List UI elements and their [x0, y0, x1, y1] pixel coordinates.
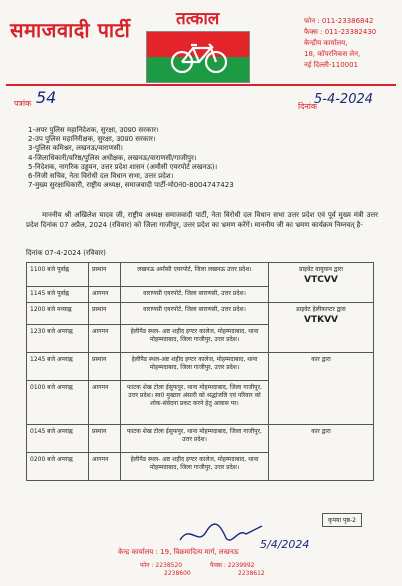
time-cell: 1145 बजे पूर्वाह्न	[27, 287, 89, 303]
footer-fax-label: फैक्स :	[210, 562, 226, 569]
table-row	[27, 353, 374, 381]
contact-block	[304, 16, 390, 71]
recipient-item: 5-निदेशक, नागरिक उड्डयन, उत्तर प्रदेश शासन (अमौसी एयरपोर्ट लखनऊ)।	[28, 162, 218, 171]
mode-cell	[269, 353, 374, 425]
letter-body: माननीय श्री अखिलेश यादव जी, राष्ट्रीय अध्यक्ष समाजवादी पार्टी, नेता विरोधी दल विधान सभा उत्तर प्रदेश एवं पूर्व मुख्य मंत्री उत्तर प्रदेश दिनांक 07 अप्रैल, 2024 (रविवार) को जिला गाजीपुर, उत्तर प्रदेश का भ्रमण करेंगें। माननीय जी का भ्रमण कार्यक्रम निम्नवत् है-	[26, 211, 378, 229]
recipient-item: 2-उप पुलिस महानिरीक्षक, सुरक्षा, उ0प्र0 सरकार।	[28, 135, 156, 144]
ref-label: पत्रांक	[14, 99, 32, 108]
mode-cell	[269, 425, 374, 481]
place-cell: वाराणसी एयरपोर्ट, जिला वाराणसी, उत्तर प्रदेश।	[121, 303, 269, 325]
footer-phone-label: फोन :	[140, 562, 154, 569]
action-cell: आगमन	[89, 381, 121, 425]
schedule-table	[26, 262, 374, 481]
signature	[176, 520, 266, 548]
mode-text: प्राइवेट हेलीकाप्टर द्वारा	[296, 306, 346, 313]
urgent-label: तत्काल	[176, 9, 220, 29]
contact-fax: फैक्स : 011-23382430	[304, 28, 377, 36]
place-cell: हेलीपैड स्थल-अष्ट शहीद इण्टर कालेज, मोहम्मदाबाद, थाना मोहम्मदाबाद, जिला गाजीपुर, उत्तर प्रदेश।	[121, 353, 269, 381]
program-date: दिनांक 07-4-2024 (रविवार)	[26, 249, 106, 257]
place-cell: हेलीपैड स्थल- अष्ट शहीद इण्टर कालेज, मोहम्मदाबाद, थाना मोहम्मदाबाद, जिला गाजीपुर, उत्तर प्रदेश।	[121, 453, 269, 481]
action-cell: आगमन	[89, 325, 121, 353]
signature-date: 5/4/2024	[260, 538, 310, 551]
place-cell: फाटक शेख टोला ईसुफपुर, थाना मोहम्मदाबाद, जिला गाजीपुर, उत्तर प्रदेश।	[121, 425, 269, 453]
party-name: समाजवादी पार्टी	[10, 18, 131, 42]
date-label: दिनांक	[298, 102, 317, 111]
time-cell: 0100 बजे अपराह्न	[27, 381, 89, 425]
footer-phone-1: 2238520	[155, 562, 183, 569]
recipient-list	[28, 126, 368, 190]
page-turn-note: कृपया पृष्ठ-2	[322, 513, 362, 527]
contact-phone: फोन : 011-23386842	[304, 17, 374, 25]
recipient-item: 6-निजी सचिव, नेता विरोधी दल विधान सभा, उत्तर प्रदेश।	[28, 172, 174, 181]
mode-text: कार द्वारा	[311, 428, 331, 435]
party-flag-logo	[146, 31, 250, 83]
place-cell: वाराणसी एयरपोर्ट, जिला वाराणसी, उत्तर प्रदेश।	[121, 287, 269, 303]
footer-phones	[140, 562, 191, 578]
action-cell: प्रस्थान	[89, 425, 121, 453]
time-cell: 0145 बजे अपराह्न	[27, 425, 89, 453]
bicycle-icon	[169, 40, 229, 76]
mode-code: VTCVV	[304, 275, 338, 285]
table-row	[27, 263, 374, 287]
action-cell: आगमन	[89, 453, 121, 481]
letter-date: 5-4-2024	[314, 92, 374, 107]
footer-phone-2: 2238600	[164, 570, 191, 577]
footer-address: केन्द्र कार्यालय : 19, विक्रमादित्य मार्ग, लखनऊ	[118, 548, 239, 556]
time-cell: 1200 बजे मध्याह्न	[27, 303, 89, 325]
recipient-item: 7-मुख्य सुरक्षाधिकारी, राष्ट्रीय अध्यक्ष, समाजवादी पार्टी-मो0नं0-8004747423	[28, 181, 234, 190]
recipient-item: 4-जिलाधिकारी/वरिष्ठ/पुलिस अधीक्षक, लखनऊ/वाराणसी/गाजीपुर।	[28, 153, 197, 162]
action-cell: प्रस्थान	[89, 263, 121, 287]
mode-text: प्राइवेट वायुयान द्वारा	[299, 266, 343, 273]
place-cell: फाटक शेख टोला ईसुफपुर, थाना मोहम्मदाबाद, जिला गाजीपुर, उत्तर प्रदेश। स्व0 मुख्तार अंसारी को श्रद्धांजलि एवं परिवार को शोक-संवेदना प्रकट करने हेतु आवास पर।	[121, 381, 269, 425]
action-cell: आगमन	[89, 287, 121, 303]
place-cell: लखनऊ अमौसी एयरपोर्ट, जिला लखनऊ उत्तर प्रदेश।	[121, 263, 269, 287]
footer-fax	[210, 562, 265, 578]
footer-fax-1: 2239992	[227, 562, 255, 569]
recipient-item: 3-पुलिस कमिश्नर, लखनऊ/वाराणसी।	[28, 144, 123, 153]
mode-text: कार द्वारा	[311, 356, 331, 363]
table-row	[27, 303, 374, 325]
footer-fax-2: 2238612	[238, 570, 265, 577]
table-row	[27, 425, 374, 453]
office-line-2: 18, कॉपरनिकस लेन,	[304, 50, 361, 58]
office-line-3: नई दिल्ली-110001	[304, 61, 359, 69]
ref-number: 54	[36, 88, 57, 107]
action-cell: प्रस्थान	[89, 303, 121, 325]
header-rule	[6, 84, 396, 86]
mode-cell	[269, 263, 374, 303]
time-cell: 1245 बजे अपराह्न	[27, 353, 89, 381]
mode-code: VTKVV	[303, 315, 338, 325]
place-cell: हेलीपैड स्थल- अष्ट शहीद इण्टर कालेज, मोहम्मदाबाद, थाना मोहम्मदाबाद, जिला गाजीपुर, उत्तर प्रदेश।	[121, 325, 269, 353]
action-cell: प्रस्थान	[89, 353, 121, 381]
mode-cell	[269, 303, 374, 353]
time-cell: 1230 बजे अपराह्न	[27, 325, 89, 353]
time-cell: 1100 बजे पूर्वाह्न	[27, 263, 89, 287]
office-line-1: केन्द्रीय कार्यालय,	[304, 39, 348, 47]
recipient-item: 1-अपर पुलिस महानिदेशक, सुरक्षा, उ0प्र0 सरकार।	[28, 126, 159, 134]
time-cell: 0200 बजे अपराह्न	[27, 453, 89, 481]
